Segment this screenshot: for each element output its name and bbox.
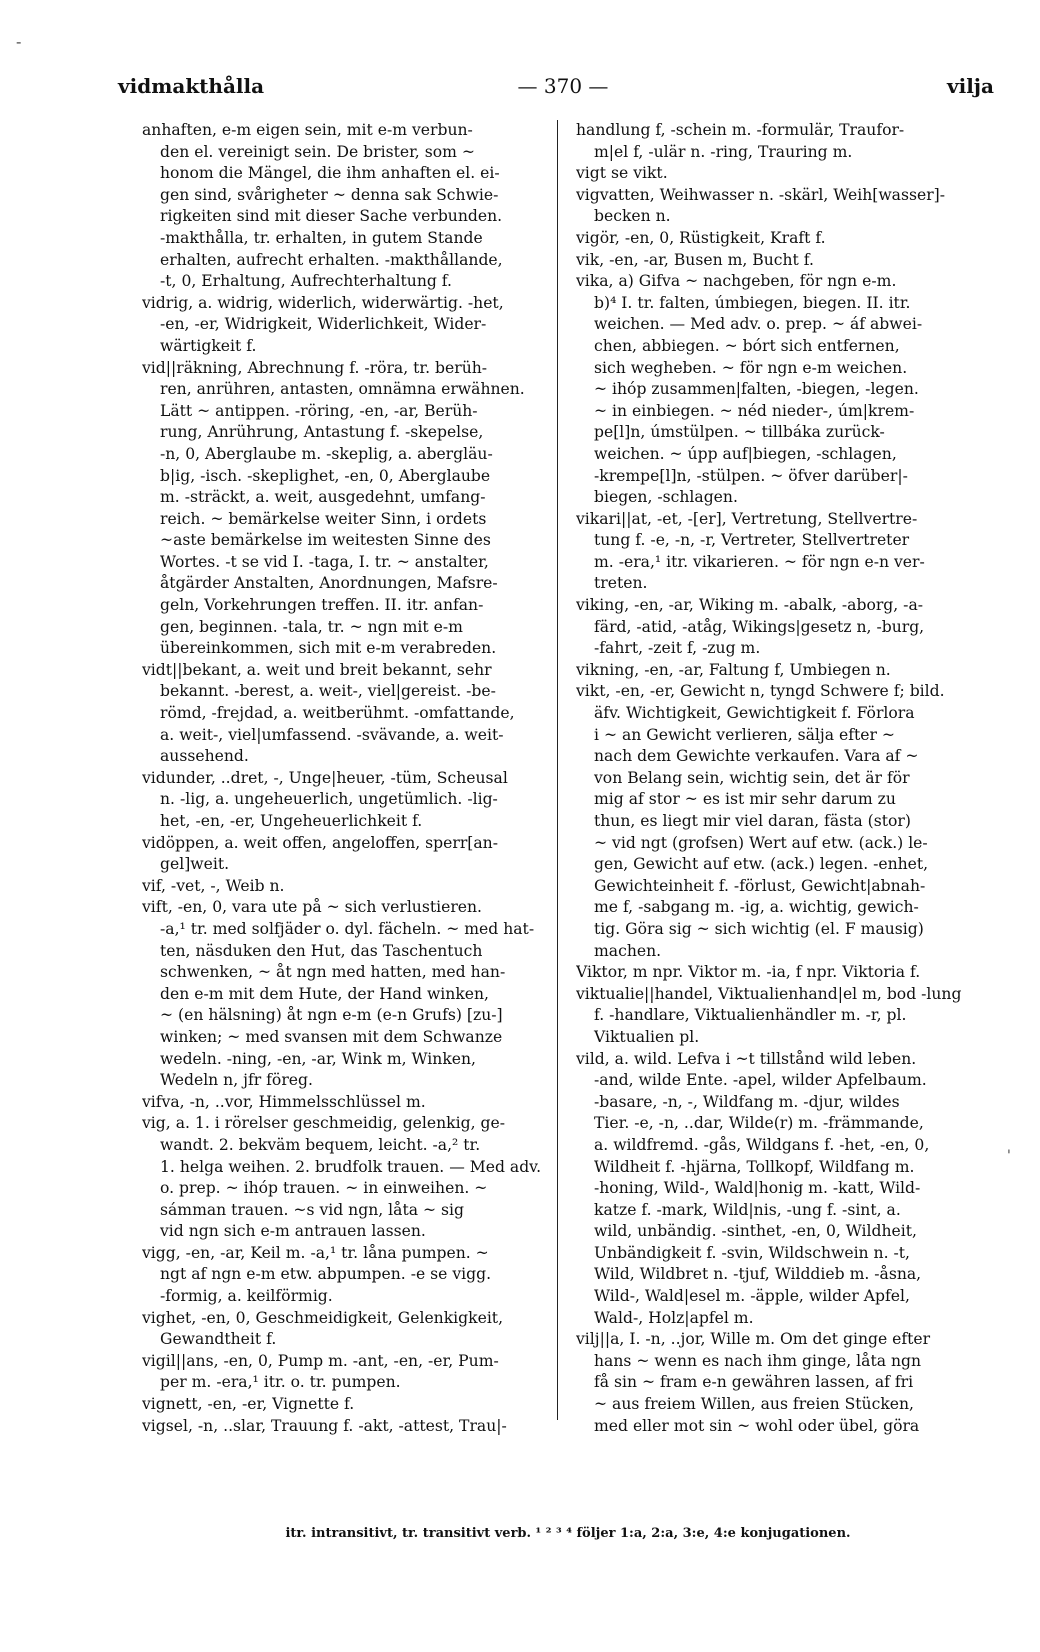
entry-line: anhaften, e-m eigen sein, mit e-m verbun- xyxy=(142,121,473,139)
entry-line: vidunder, ..dret, -, Unge|heuer, -tüm, Scheusal xyxy=(142,768,508,787)
entry-line: Viktor, m npr. Viktor m. -ia, f npr. Viktoria f. xyxy=(576,963,921,982)
entry-line: wild, unbändig. -sinthet, -en, 0, Wildheit, xyxy=(594,1222,917,1241)
dictionary-entry xyxy=(576,509,994,595)
entry-line: med eller mot sin ~ wohl oder übel, göra xyxy=(594,1416,920,1435)
left-column xyxy=(142,120,542,1437)
entry-line: vika, a) Gifva ~ nachgeben, för ngn e-m. xyxy=(576,272,897,291)
entry-line: römd, -frejdad, a. weitberühmt. -omfattande, xyxy=(160,704,515,723)
entry-line: -t, 0, Erhaltung, Aufrechterhaltung f. xyxy=(160,272,452,291)
entry-line: vik, -en, -ar, Busen m, Bucht f. xyxy=(576,250,814,269)
entry-line: -honing, Wild-, Wald|honig m. -katt, Wild- xyxy=(594,1179,921,1198)
entry-line: gel]weit. xyxy=(160,855,230,874)
entry-line: 1. helga weihen. 2. brudfolk trauen. — Med adv. xyxy=(160,1157,542,1176)
entry-line: Viktualien pl. xyxy=(594,1027,700,1046)
entry-line: becken n. xyxy=(594,207,671,226)
entry-line: geln, Vorkehrungen treffen. II. itr. anfan- xyxy=(160,596,484,615)
entry-line: -makthålla, tr. erhalten, in gutem Stande xyxy=(160,228,483,247)
entry-line: aussehend. xyxy=(160,747,249,766)
dictionary-entry xyxy=(142,1113,542,1243)
entry-line: thun, es liegt mir viel daran, fästa (stor) xyxy=(594,812,911,830)
entry-line: m. -era,¹ itr. vikarieren. ~ för ngn e-n ver- xyxy=(594,552,925,571)
dictionary-entry xyxy=(142,1092,542,1114)
dictionary-entry xyxy=(142,833,542,876)
margin-mark-top-left: - xyxy=(16,32,22,51)
dictionary-entry xyxy=(576,984,994,1049)
entry-line: sich wegheben. ~ för ngn e-m weichen. xyxy=(594,358,908,377)
entry-line: -en, -er, Widrigkeit, Widerlichkeit, Wider- xyxy=(160,315,487,334)
entry-line: -n, 0, Aberglaube m. -skeplig, a. abergläu- xyxy=(160,444,493,463)
entry-line: tung f. -e, -n, -r, Vertreter, Stellvertreter xyxy=(594,531,910,550)
entry-line: vig, a. 1. i rörelser geschmeidig, gelenkig, ge- xyxy=(142,1114,505,1133)
entry-line: chen, abbiegen. ~ bórt sich entfernen, xyxy=(594,336,900,355)
entry-line: Lätt ~ antippen. -röring, -en, -ar, Berüh- xyxy=(160,401,478,420)
entry-line: -krempe[l]n, -stülpen. ~ öfver darüber|- xyxy=(594,466,908,485)
dictionary-entry xyxy=(142,1351,542,1394)
entry-line: färd, -atid, -atåg, Wikings|gesetz n, -burg, xyxy=(594,617,925,636)
entry-line: vifva, -n, ..vor, Himmelsschlüssel m. xyxy=(142,1092,426,1111)
entry-line: machen. xyxy=(594,941,662,960)
entry-line: Wedeln n, jfr föreg. xyxy=(160,1071,313,1090)
entry-line: biegen, -schlagen. xyxy=(594,488,738,507)
entry-line: ~aste bemärkelse im weitesten Sinne des xyxy=(160,531,491,550)
entry-line: gen, beginnen. -tala, tr. ~ ngn mit e-m xyxy=(160,617,463,636)
entry-line: vigsel, -n, ..slar, Trauung f. -akt, -attest, Trau|- xyxy=(142,1416,507,1435)
dictionary-entry xyxy=(576,681,994,962)
entry-line: rung, Anrührung, Antastung f. -skepelse, xyxy=(160,423,484,442)
entry-line: m. -sträckt, a. weit, ausgedehnt, umfang- xyxy=(160,488,486,507)
entry-line: het, -en, -er, Ungeheuerlichkeit f. xyxy=(160,812,423,830)
entry-line: a. weit-, viel|umfassend. -svävande, a. weit- xyxy=(160,725,504,744)
dictionary-entry xyxy=(576,595,994,660)
entry-line: vigör, -en, 0, Rüstigkeit, Kraft f. xyxy=(576,228,826,247)
entry-line: vidöppen, a. weit offen, angeloffen, sperr[an- xyxy=(142,833,498,852)
entry-line: viking, -en, -ar, Wiking m. -abalk, -aborg, -a- xyxy=(576,596,924,615)
entry-line: vid||räkning, Abrechnung f. -röra, tr. berüh- xyxy=(142,358,488,377)
right-headword: vilja xyxy=(946,74,994,98)
entry-line: honom die Mängel, die ihm anhaften el. ei- xyxy=(160,164,500,183)
entry-line: a. wildfremd. -gås, Wildgans f. -het, -en, 0, xyxy=(594,1135,930,1154)
entry-line: vid ngn sich e-m antrauen lassen. xyxy=(160,1222,426,1241)
entry-line: Gewandtheit f. xyxy=(160,1330,277,1349)
dictionary-entry xyxy=(576,120,994,163)
entry-line: gen, Gewicht auf etw. (ack.) legen. -enhet, xyxy=(594,855,929,874)
dictionary-entry xyxy=(576,962,994,984)
entry-line: äfv. Wichtigkeit, Gewichtigkeit f. Förlora xyxy=(594,704,915,723)
entry-line: rigkeiten sind mit dieser Sache verbunden. xyxy=(160,207,503,226)
entry-line: vighet, -en, 0, Geschmeidigkeit, Gelenkigkeit, xyxy=(142,1308,504,1327)
dictionary-entry xyxy=(142,358,542,660)
dictionary-entry xyxy=(576,271,994,509)
entry-line: winken; ~ med svansen mit dem Schwanze xyxy=(160,1027,503,1046)
dictionary-entry xyxy=(142,768,542,833)
entry-line: -and, wilde Ente. -apel, wilder Apfelbaum. xyxy=(594,1071,927,1090)
right-column xyxy=(576,120,994,1437)
dictionary-entry xyxy=(142,897,542,1091)
entry-line: vilj||a, I. -n, ..jor, Wille m. Om det ginge efter xyxy=(576,1330,931,1349)
entry-line: -basare, -n, -, Wildfang m. -djur, wildes xyxy=(594,1092,900,1111)
entry-line: tig. Göra sig ~ sich wichtig (el. F mausig) xyxy=(594,919,924,938)
entry-line: bekannt. -berest, a. weit-, viel|gereist. -be- xyxy=(160,682,496,701)
dictionary-entry xyxy=(142,876,542,898)
entry-line: weichen. ~ úpp auf|biegen, -schlagen, xyxy=(594,444,897,463)
entry-line: übereinkommen, sich mit e-m verabreden. xyxy=(160,639,497,658)
dictionary-entry xyxy=(142,1394,542,1416)
entry-line: vikari||at, -et, -[er], Vertretung, Stellvertre- xyxy=(576,509,918,528)
dictionary-entry xyxy=(576,1049,994,1330)
entry-line: vikning, -en, -ar, Faltung f, Umbiegen n. xyxy=(576,660,891,679)
entry-line: Wildheit f. -hjärna, Tollkopf, Wildfang m. xyxy=(594,1157,915,1176)
entry-line: åtgärder Anstalten, Anordnungen, Mafsre- xyxy=(160,574,498,593)
entry-line: -fahrt, -zeit f, -zug m. xyxy=(594,639,761,658)
entry-line: vif, -vet, -, Weib n. xyxy=(142,876,285,895)
entry-line: Wild, Wildbret n. -tjuf, Wilddieb m. -åsna, xyxy=(594,1265,922,1284)
margin-mark-right: ' xyxy=(1007,1148,1011,1164)
entry-line: m|el f, -ulär n. -ring, Trauring m. xyxy=(594,142,853,161)
left-headword: vidmakthålla xyxy=(118,74,265,98)
entry-line: vift, -en, 0, vara ute på ~ sich verlustieren. xyxy=(142,898,483,917)
entry-line: viktualie||handel, Viktualienhand|el m, bod -lung xyxy=(576,984,962,1003)
column-divider xyxy=(557,120,558,1420)
entry-line: wärtigkeit f. xyxy=(160,336,257,355)
entry-line: vild, a. wild. Lefva i ~t tillstånd wild leben. xyxy=(576,1049,917,1068)
page-number: — 370 — xyxy=(517,74,609,98)
entry-line: Wald-, Holz|apfel m. xyxy=(594,1308,754,1327)
entry-line: ~ in einbiegen. ~ néd nieder-, úm|krem- xyxy=(594,401,915,420)
dictionary-entry xyxy=(576,163,994,185)
entry-line: den e-m mit dem Hute, der Hand winken, xyxy=(160,984,490,1003)
entry-line: vigg, -en, -ar, Keil m. -a,¹ tr. låna pumpen. ~ xyxy=(142,1243,489,1262)
dictionary-entry xyxy=(142,1243,542,1308)
dictionary-entry xyxy=(576,250,994,272)
entry-line: pe[l]n, úmstülpen. ~ tillbáka zurück- xyxy=(594,423,885,442)
entry-line: ren, anrühren, antasten, omnämna erwähnen. xyxy=(160,380,525,399)
page-header xyxy=(118,74,994,104)
dictionary-entry xyxy=(142,1416,542,1438)
entry-line: reich. ~ bemärkelse weiter Sinn, i ordets xyxy=(160,509,487,528)
entry-line: wedeln. -ning, -en, -ar, Wink m, Winken, xyxy=(160,1049,476,1068)
dictionary-entry xyxy=(142,120,542,293)
entry-line: ~ aus freiem Willen, aus freien Stücken, xyxy=(594,1395,915,1414)
entry-line: me f, -sabgang m. -ig, a. wichtig, gewich- xyxy=(594,898,919,917)
entry-line: katze f. -mark, Wild|nis, -ung f. -sint, a. xyxy=(594,1200,901,1219)
entry-line: ~ (en hälsning) åt ngn e-m (e-n Grufs) [zu-] xyxy=(160,1006,503,1025)
entry-line: treten. xyxy=(594,574,648,593)
dictionary-entry xyxy=(142,1308,542,1351)
entry-line: -a,¹ tr. med solfjäder o. dyl. fächeln. ~ med hat- xyxy=(160,919,535,938)
entry-line: b)⁴ I. tr. falten, úmbiegen, biegen. II. itr. xyxy=(594,293,911,312)
entry-line: weichen. — Med adv. o. prep. ~ áf abwei- xyxy=(594,315,923,334)
dictionary-entry xyxy=(142,293,542,358)
entry-line: mig af stor ~ es ist mir sehr darum zu xyxy=(594,790,896,809)
entry-line: ~ vid ngt (grofsen) Wert auf etw. (ack.) le- xyxy=(594,833,928,852)
entry-line: vidt||bekant, a. weit und breit bekannt, sehr xyxy=(142,660,492,679)
entry-line: Tier. -e, -n, ..dar, Wilde(r) m. -främmande, xyxy=(594,1114,924,1133)
entry-line: hans ~ wenn es nach ihm ginge, låta ngn xyxy=(594,1351,922,1370)
entry-line: Unbändigkeit f. -svin, Wildschwein n. -t, xyxy=(594,1243,911,1262)
footer-abbreviations: itr. intransitivt, tr. transitivt verb. ¹ ² ³ ⁴ följer 1:a, 2:a, 3:e, 4:e konjugationen. xyxy=(285,1526,851,1541)
entry-line: von Belang sein, wichtig sein, det är för xyxy=(594,768,910,787)
entry-line: vigil||ans, -en, 0, Pump m. -ant, -en, -er, Pum- xyxy=(142,1351,499,1370)
entry-line: o. prep. ~ ihóp trauen. ~ in einweihen. ~ xyxy=(160,1179,488,1198)
entry-line: Wild-, Wald|esel m. -äpple, wilder Apfel, xyxy=(594,1287,910,1306)
entry-line: få sin ~ fram e-n gewähren lassen, af fri xyxy=(594,1373,914,1392)
entry-line: vikt, -en, -er, Gewicht n, tyngd Schwere f; bild. xyxy=(576,682,945,701)
entry-line: schwenken, ~ åt ngn med hatten, med han- xyxy=(160,963,506,982)
entry-line: f. -handlare, Viktualienhändler m. -r, pl. xyxy=(594,1006,907,1025)
entry-line: n. -lig, a. ungeheuerlich, ungetümlich. -lig- xyxy=(160,790,498,809)
entry-line: gen sind, svårigheter ~ denna sak Schwie- xyxy=(160,185,499,204)
dictionary-entry xyxy=(142,660,542,768)
entry-line: ngt af ngn e-m etw. abpumpen. -e se vigg. xyxy=(160,1265,492,1284)
entry-line: handlung f, -schein m. -formulär, Traufor- xyxy=(576,121,905,139)
entry-line: Wortes. -t se vid I. -taga, I. tr. ~ anstalter, xyxy=(160,552,489,571)
entry-line: -formig, a. keilförmig. xyxy=(160,1287,333,1306)
entry-line: sámman trauen. ~s vid ngn, låta ~ sig xyxy=(160,1200,464,1219)
entry-line: per m. -era,¹ itr. o. tr. pumpen. xyxy=(160,1373,401,1392)
entry-line: wandt. 2. bekväm bequem, leicht. -a,² tr. xyxy=(160,1135,481,1154)
entry-line: vignett, -en, -er, Vignette f. xyxy=(142,1395,355,1414)
entry-line: Gewichteinheit f. -förlust, Gewicht|abnah- xyxy=(594,876,926,895)
dictionary-entry xyxy=(576,1329,994,1437)
entry-line: i ~ an Gewicht verlieren, sälja efter ~ xyxy=(594,725,895,744)
dictionary-entry xyxy=(576,660,994,682)
entry-line: vidrig, a. widrig, widerlich, widerwärtig. -het, xyxy=(142,293,504,312)
entry-line: vigvatten, Weihwasser n. -skärl, Weih[wasser]- xyxy=(576,185,946,204)
entry-line: b|ig, -isch. -skeplighet, -en, 0, Aberglaube xyxy=(160,466,491,485)
entry-line: erhalten, aufrecht erhalten. -makthållande, xyxy=(160,250,503,269)
entry-line: ten, näsduken den Hut, das Taschentuch xyxy=(160,941,483,960)
entry-line: nach dem Gewichte verkaufen. Vara af ~ xyxy=(594,747,919,766)
dictionary-entry xyxy=(576,185,994,228)
entry-line: den el. vereinigt sein. De brister, som ~ xyxy=(160,142,475,161)
dictionary-entry xyxy=(576,228,994,250)
entry-line: ~ ihóp zusammen|falten, -biegen, -legen. xyxy=(594,380,919,399)
entry-line: vigt se vikt. xyxy=(576,164,668,183)
